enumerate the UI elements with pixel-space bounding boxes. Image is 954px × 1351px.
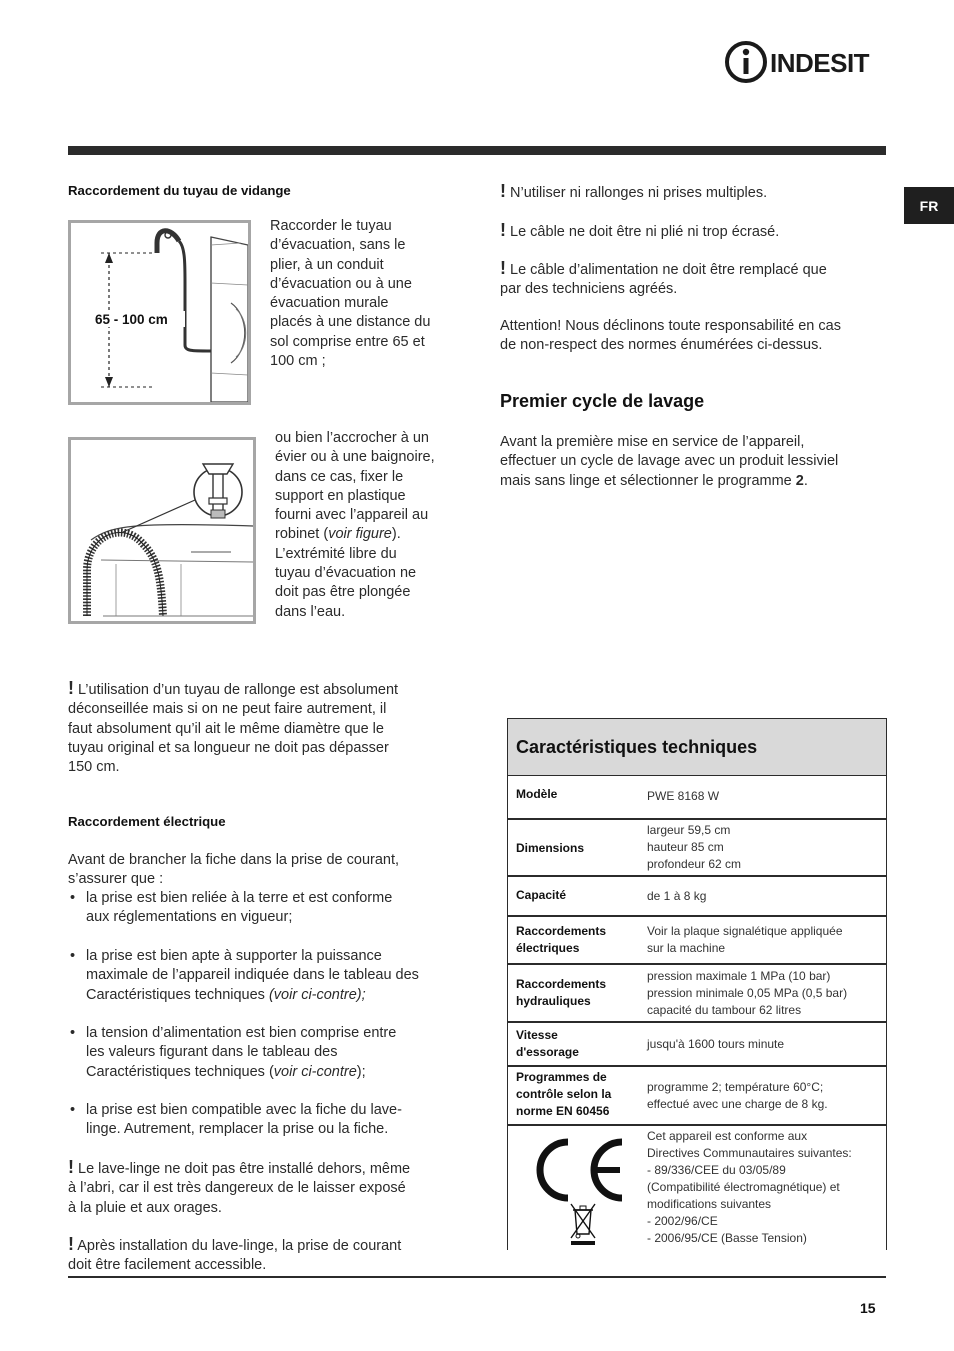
note-extensions: ! N’utiliser ni rallonges ni prises multiples.	[500, 181, 768, 201]
svg-text:INDESIT: INDESIT	[770, 48, 870, 78]
drain-sink-figure	[68, 437, 256, 624]
electrical-intro: Avant de brancher la fiche dans la prise de courant, s’assurer que :	[68, 852, 400, 888]
accessibility-warning: ! Après installation du lave-linge, la prise de courant doit être facilement accessible.	[68, 1234, 402, 1274]
spec-row-spin-speed: Vitesse d'essorage jusqu'à 1600 tours minute	[507, 1023, 887, 1067]
electrical-heading: Raccordement électrique	[68, 814, 226, 829]
page-number: 15	[860, 1300, 876, 1316]
bottom-rule	[68, 1276, 886, 1278]
note-cable-bent: ! Le câble ne doit être ni plié ni trop écrasé.	[500, 220, 780, 240]
first-cycle-text: Avant la première mise en service de l’appareil, effectuer un cycle de lavage avec un produit lessiviel mais sans linge et sélectionner le programme 2.	[500, 434, 839, 489]
weee-bin-icon	[568, 1202, 598, 1246]
spec-row-compliance: Cet appareil est conforme aux Directives Communautaires suivantes: - 89/336/CEE du 03/05/89 (Compatibilité électromagnétique) et modifications suivantes - 2002/96/CE - 2006/95/CE (Basse Tension)	[507, 1126, 887, 1250]
spec-row-capacity: Capacité de 1 à 8 kg	[507, 877, 887, 917]
language-tab: FR	[904, 187, 954, 224]
drain-heading: Raccordement du tuyau de vidange	[68, 183, 291, 198]
drain-sink-illustration	[71, 440, 253, 621]
spec-row-test-programs: Programmes de contrôle selon la norme EN 60456 programme 2; température 60°C; effectué avec une charge de 8 kg.	[507, 1067, 887, 1126]
extension-hose-warning: ! L’utilisation d’un tuyau de rallonge est absolument déconseillée mais si on ne peut faire autrement, il faut absolument qu’il ait le même diamètre que le tuyau original et sa longueur ne doit pas dépasser 150 cm.	[68, 678, 399, 776]
specs-title-box	[507, 718, 887, 776]
drain-text-2: ou bien l’accrocher à un évier ou à une baignoire, dans ce cas, fixer le support en plastique fourni avec l’appareil au robinet (voir figure). L’extrémité libre du tuyau d’évacuation ne doit pas être plongée dans l’eau.	[275, 430, 435, 620]
indesit-logo	[724, 38, 890, 86]
bullet-plug: • la prise est bien compatible avec la fiche du lave- linge. Autrement, remplacer la prise ou la fiche.	[70, 1102, 402, 1138]
spec-row-hydraulic: Raccordements hydrauliques pression maximale 1 MPa (10 bar) pression minimale 0,05 MPa (0,5 bar) capacité du tambour 62 litres	[507, 965, 887, 1023]
technical-specs-table	[507, 718, 887, 1250]
height-range-label: 65 - 100 cm	[95, 312, 168, 327]
specs-title: Caractéristiques techniques	[516, 737, 758, 757]
spec-row-dimensions: Dimensions largeur 59,5 cm hauteur 85 cm profondeur 62 cm	[507, 820, 887, 877]
first-cycle-heading: Premier cycle de lavage	[500, 391, 705, 411]
outdoor-warning: ! Le lave-linge ne doit pas être installé dehors, même à l’abri, car il est très dangereux de le laisser exposé à la pluie et aux orages.	[68, 1157, 411, 1216]
drain-text-1: Raccorder le tuyau d’évacuation, sans le plier, à un conduit d’évacuation ou à une évacuation murale placés à une distance du sol comprise entre 65 et 100 cm ;	[270, 218, 431, 370]
attention-note: Attention! Nous déclinons toute responsabilité en cas de non-respect des normes énumérées ci-dessus.	[500, 318, 841, 354]
spec-row-electrical: Raccordements électriques Voir la plaque signalétique appliquée sur la machine	[507, 917, 887, 965]
note-cable-replace: ! Le câble d’alimentation ne doit être remplacé que par des techniciens agréés.	[500, 258, 827, 298]
spec-row-model: Modèle PWE 8168 W	[507, 776, 887, 820]
bullet-power: • la prise est bien apte à supporter la puissance maximale de l’appareil indiquée dans le tableau des Caractéristiques techniques (voir ci-contre);	[70, 948, 419, 1003]
bullet-voltage: • la tension d’alimentation est bien comprise entre les valeurs figurant dans le tableau des Caractéristiques techniques (voir ci-contre);	[70, 1025, 397, 1080]
drain-wall-illustration	[71, 223, 248, 402]
top-rule	[68, 146, 886, 155]
drain-wall-figure	[68, 220, 251, 405]
bullet-earth: • la prise est bien reliée à la terre et est conforme aux réglementations en vigueur;	[70, 890, 393, 926]
